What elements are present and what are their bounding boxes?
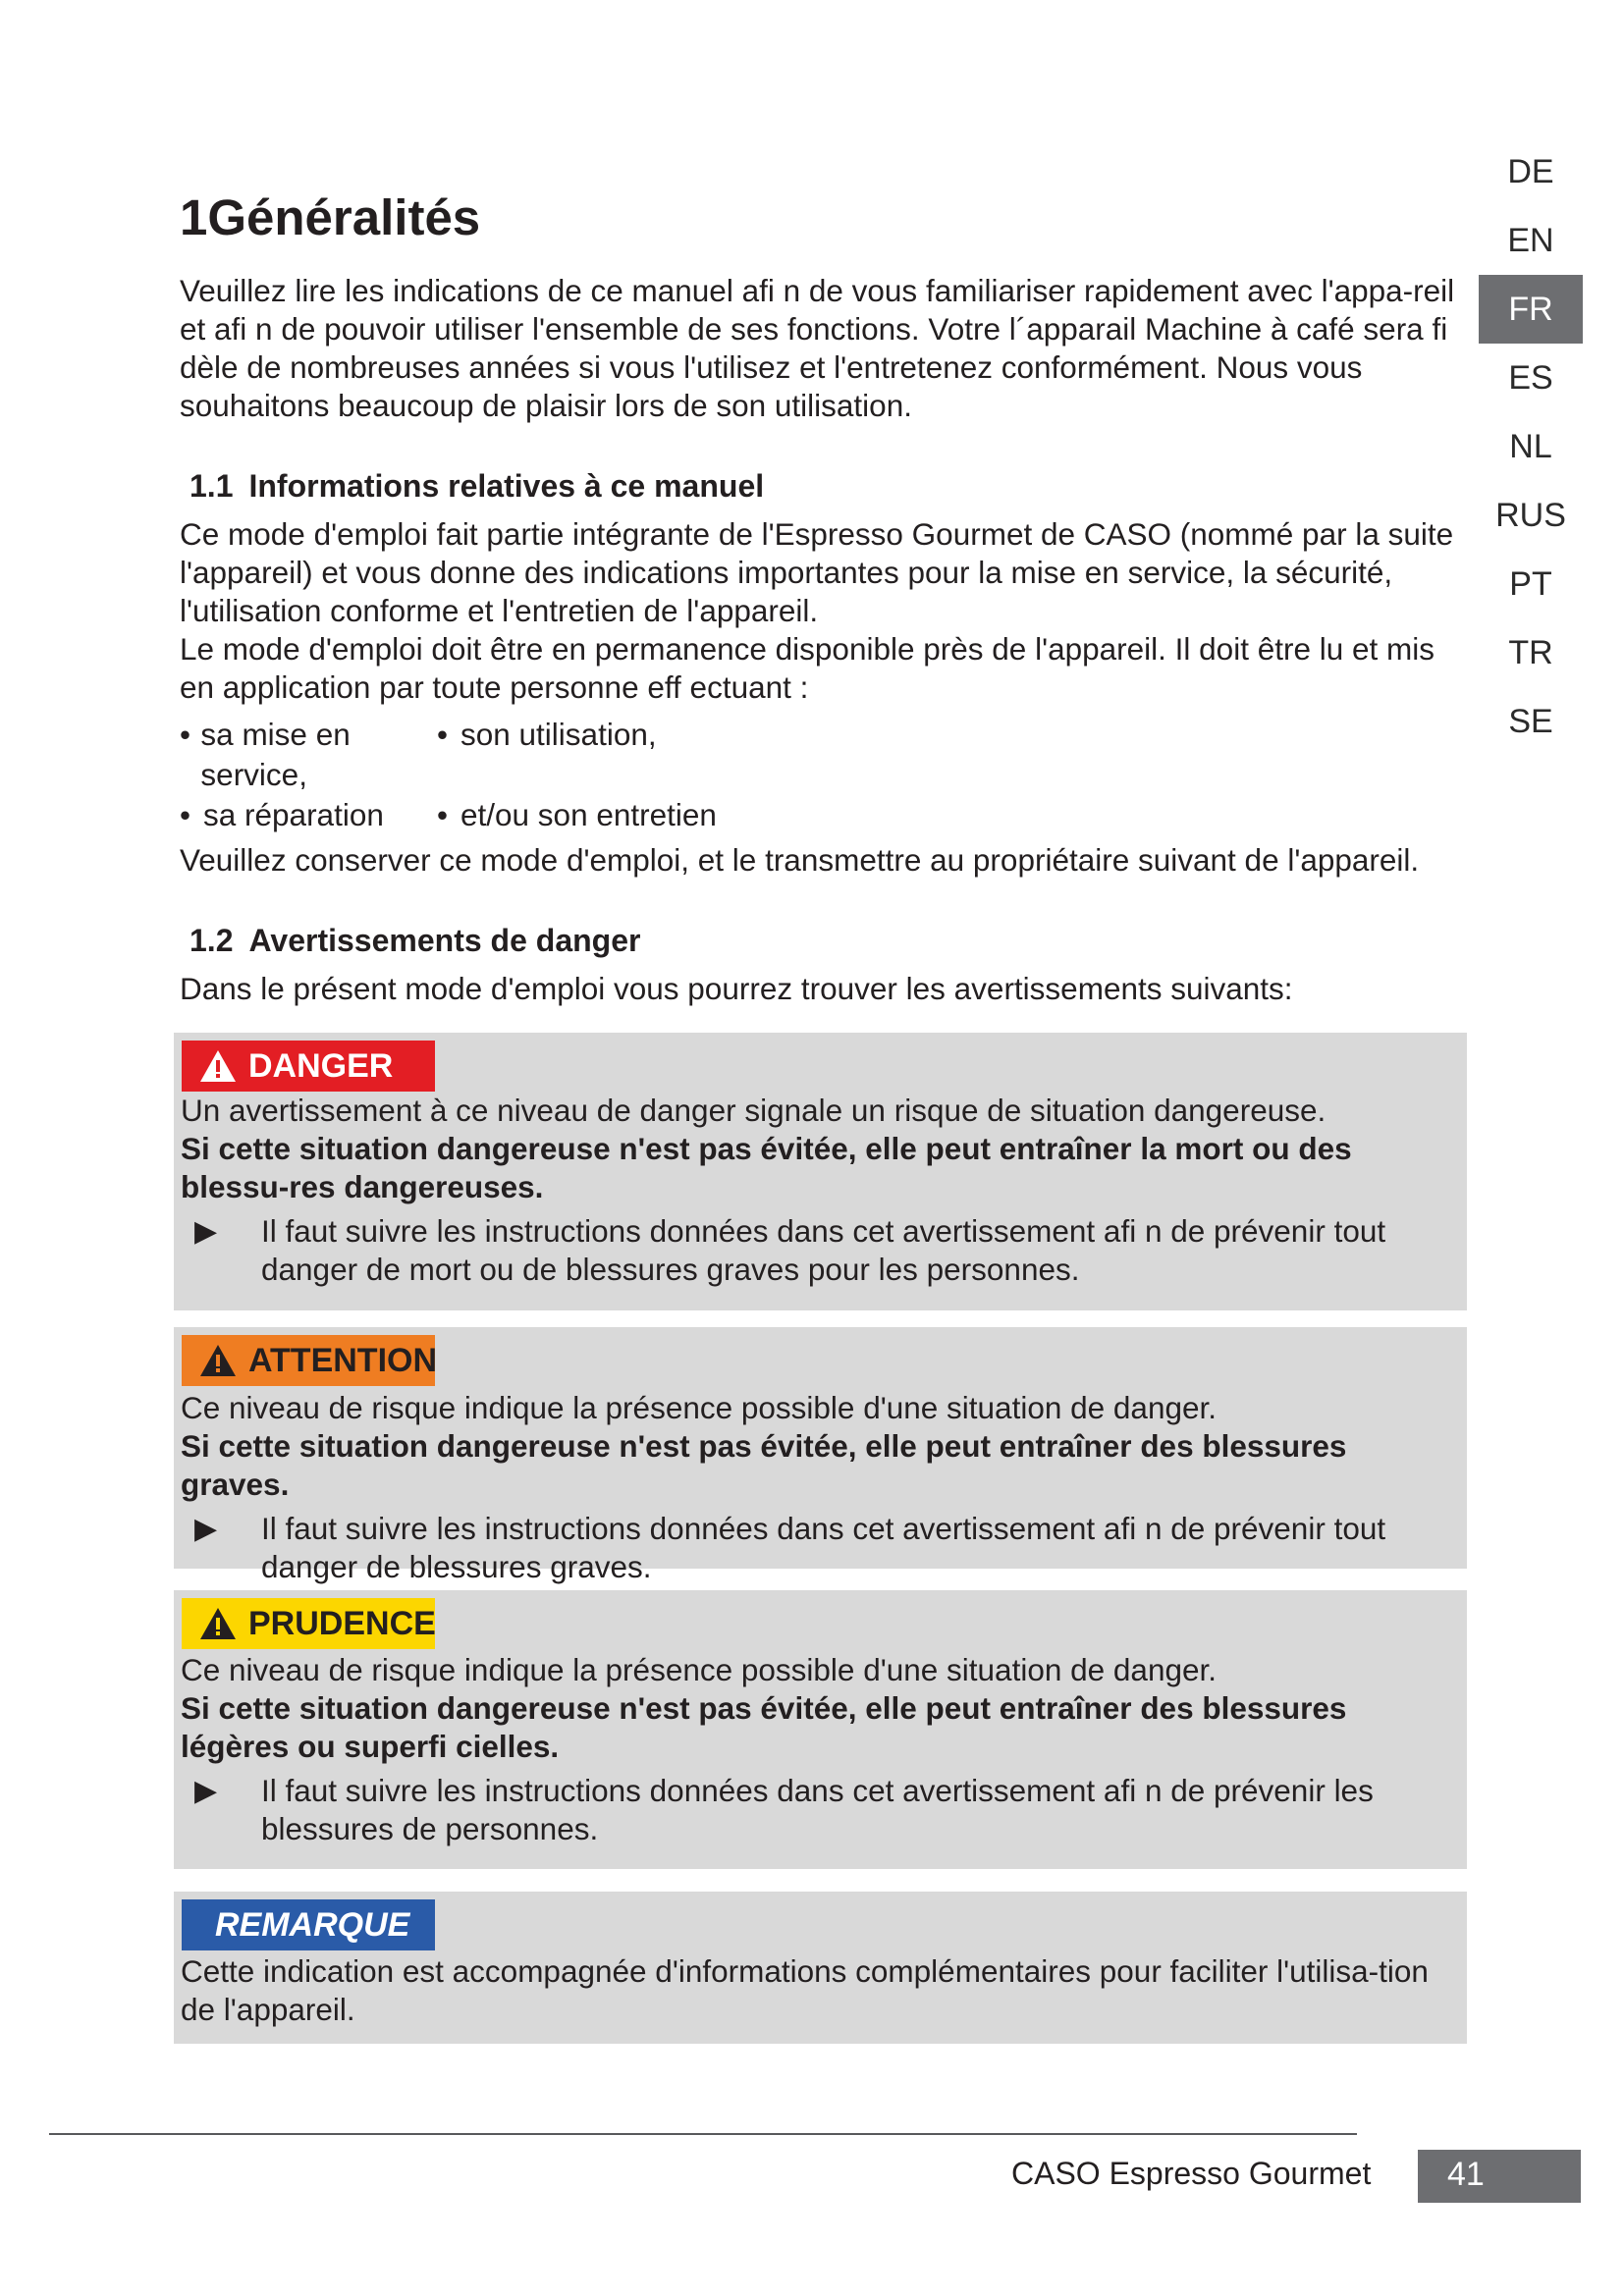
warning-triangle-icon: [199, 1344, 237, 1377]
lang-tab-rus[interactable]: RUS: [1495, 497, 1566, 534]
section-1-1-para1: Ce mode d'emploi fait partie intégrante de l'Espresso Gourmet de CASO (nommé par la suite l'appareil) et vous donne des indications importantes pour la mise en service, la sécurité, l'utilisation conforme et l'entretien de l'appareil.: [180, 516, 1454, 628]
lang-tab-tr[interactable]: TR: [1508, 634, 1553, 671]
list-item: • sa mise en service,: [180, 717, 351, 792]
attention-instruction: [181, 1510, 1459, 1586]
footer-title: CASO Espresso Gourmet: [1011, 2156, 1372, 2191]
warning-triangle-icon: [199, 1049, 237, 1083]
remarque-badge: [182, 1899, 435, 1950]
warning-box-danger: [174, 1033, 1467, 1310]
bullet-list: [180, 715, 1466, 835]
remarque-text: Cette indication est accompagnée d'informations complémentaires pour faciliter l'utilisa-tion de l'appareil.: [181, 1953, 1429, 2027]
lang-tab-es[interactable]: ES: [1508, 359, 1553, 397]
attention-body: [181, 1389, 1459, 1586]
section-1-2-heading: [189, 921, 1466, 960]
prudence-label: PRUDENCE: [248, 1604, 436, 1642]
lang-tab-de[interactable]: DE: [1507, 153, 1554, 190]
prudence-instruction: [181, 1772, 1459, 1848]
attention-badge: [182, 1335, 438, 1386]
list-item: • son utilisation,: [437, 717, 657, 752]
danger-body: [181, 1092, 1459, 1289]
section-1-2-number: 1.2: [189, 923, 234, 958]
section-1-1-para2: Le mode d'emploi doit être en permanence disponible près de l'appareil. Il doit être lu et mis en application par toute personne eff ectuant :: [180, 631, 1435, 705]
list-item: • et/ou son entretien: [437, 797, 717, 832]
danger-label: DANGER: [248, 1046, 394, 1085]
danger-badge: [182, 1041, 435, 1092]
arrow-right-icon: ▶: [194, 1513, 218, 1545]
footer-divider: [49, 2133, 1357, 2135]
section-1-1-number: 1.1: [189, 468, 234, 504]
arrow-right-icon: ▶: [194, 1215, 218, 1248]
page-number: 41: [1418, 2150, 1581, 2203]
list-item: • sa réparation: [180, 797, 384, 832]
prudence-bold-text: Si cette situation dangereuse n'est pas évitée, elle peut entraîner des blessures légères ou superfi cielles.: [181, 1690, 1347, 1764]
section-1-1: [180, 466, 1466, 880]
prudence-text: Ce niveau de risque indique la présence possible d'une situation de danger.: [181, 1652, 1218, 1687]
lang-tab-fr[interactable]: FR: [1479, 275, 1583, 344]
section-1-1-title: Informations relatives à ce manuel: [248, 468, 765, 504]
warning-triangle-icon: [199, 1607, 237, 1640]
page-title: 1Généralités: [180, 189, 481, 245]
warning-box-attention: [174, 1327, 1467, 1584]
section-1-2: [180, 921, 1466, 1008]
prudence-body: [181, 1651, 1459, 1848]
section-1-1-heading: [189, 466, 1466, 506]
danger-text: Un avertissement à ce niveau de danger signale un risque de situation dangereuse.: [181, 1093, 1326, 1128]
attention-label: ATTENTION: [248, 1341, 438, 1379]
remarque-body: [181, 1952, 1459, 2029]
danger-instruction-text: Il faut suivre les instructions données dans cet avertissement afi n de prévenir tout danger de mort ou de blessures graves pour les personnes.: [261, 1213, 1386, 1287]
danger-instruction: [181, 1212, 1459, 1289]
main-content: [180, 188, 1466, 1008]
arrow-right-icon: ▶: [194, 1775, 218, 1807]
lang-tab-pt[interactable]: PT: [1509, 565, 1552, 603]
remarque-label: REMARQUE: [215, 1905, 410, 1944]
attention-text: Ce niveau de risque indique la présence possible d'une situation de danger.: [181, 1390, 1218, 1425]
warning-box-prudence: [174, 1590, 1467, 1869]
bullet-row: [180, 715, 1466, 795]
prudence-badge: [182, 1598, 435, 1649]
attention-instruction-text: Il faut suivre les instructions données dans cet avertissement afi n de prévenir tout danger de blessures graves.: [261, 1511, 1386, 1584]
section-1-1-para3: Veuillez conserver ce mode d'emploi, et le transmettre au propriétaire suivant de l'appareil.: [180, 842, 1420, 878]
bullet-row: [180, 795, 1466, 835]
language-tabs: [1479, 137, 1583, 756]
section-1-2-title: Avertissements de danger: [248, 923, 641, 958]
lang-tab-nl[interactable]: NL: [1509, 428, 1552, 465]
intro-paragraph: Veuillez lire les indications de ce manuel afi n de vous familiariser rapidement avec l'appa-reil et afi n de pouvoir utiliser l'ensemble de ses fonctions. Votre l´apparail Machine à café sera fi dèle de nombreuses années si vous l'utilisez et l'entretenez conformément. Nous vous souhaitons beaucoup de plaisir lors de son utilisation.: [180, 273, 1455, 423]
section-1-2-intro: Dans le présent mode d'emploi vous pourrez trouver les avertissements suivants:: [180, 971, 1293, 1006]
attention-bold-text: Si cette situation dangereuse n'est pas évitée, elle peut entraîner des blessures graves.: [181, 1428, 1347, 1502]
lang-tab-en[interactable]: EN: [1507, 222, 1554, 259]
prudence-instruction-text: Il faut suivre les instructions données dans cet avertissement afi n de prévenir les blessures de personnes.: [261, 1773, 1374, 1846]
warning-box-remarque: [174, 1892, 1467, 2044]
danger-bold-text: Si cette situation dangereuse n'est pas évitée, elle peut entraîner la mort ou des blessu-res dangereuses.: [181, 1131, 1352, 1204]
lang-tab-se[interactable]: SE: [1508, 703, 1553, 740]
